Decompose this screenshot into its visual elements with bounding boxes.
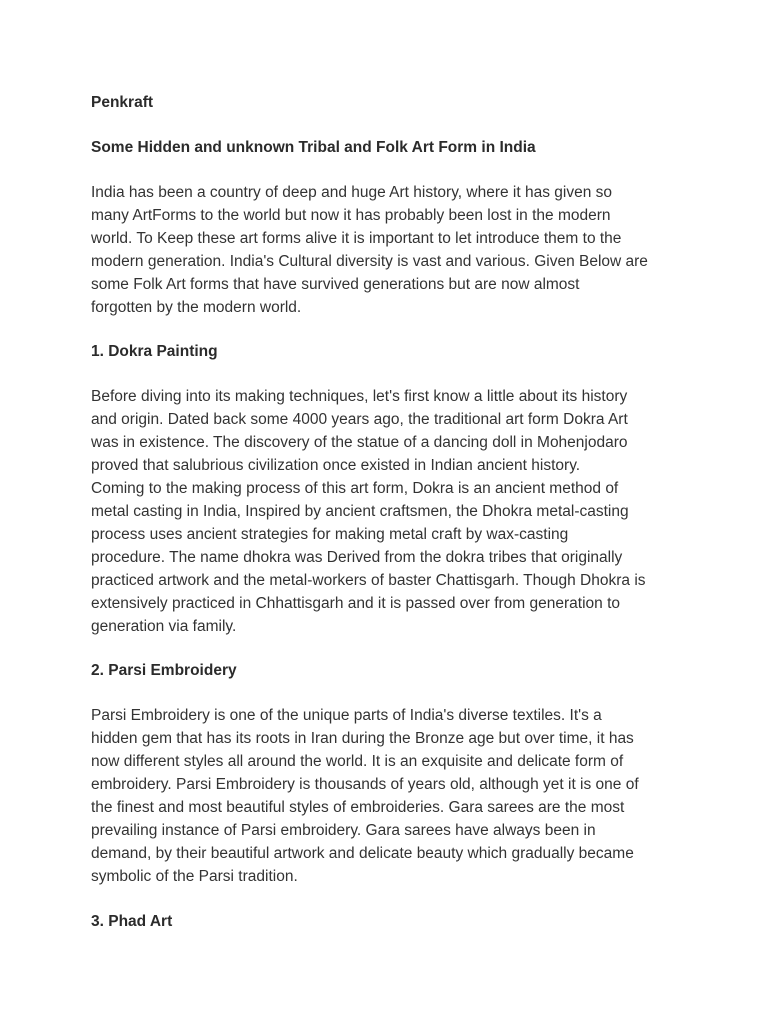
body-line: symbolic of the Parsi tradition. bbox=[91, 867, 298, 885]
section-body-parsi bbox=[91, 705, 691, 888]
document-page bbox=[91, 92, 691, 956]
body-line: Parsi Embroidery is one of the unique parts of India's diverse textiles. It's a bbox=[91, 707, 602, 725]
body-line: and origin. Dated back some 4000 years ago, the traditional art form Dokra Art bbox=[91, 411, 628, 429]
intro-line: modern generation. India's Cultural diversity is vast and various. Given Below are bbox=[91, 252, 648, 270]
brand-name: Penkraft bbox=[91, 94, 154, 111]
intro-paragraph bbox=[91, 182, 691, 319]
intro-line: some Folk Art forms that have survived generations but are now almost bbox=[91, 275, 580, 293]
body-line: proved that salubrious civilization once existed in Indian ancient history. bbox=[91, 457, 581, 475]
section-heading-dokra: 1. Dokra Painting bbox=[91, 343, 218, 361]
body-line: was in existence. The discovery of the statue of a dancing doll in Mohenjodaro bbox=[91, 434, 628, 452]
body-line: extensively practiced in Chhattisgarh and it is passed over from generation to bbox=[91, 594, 621, 612]
body-line: embroidery. Parsi Embroidery is thousands of years old, although yet it is one of bbox=[91, 776, 639, 794]
body-line: the finest and most beautiful styles of embroideries. Gara sarees are the most bbox=[91, 799, 625, 817]
body-line: demand, by their beautiful artwork and delicate beauty which gradually became bbox=[91, 844, 634, 862]
intro-line: world. To Keep these art forms alive it is important to let introduce them to the bbox=[91, 229, 622, 247]
section-body-dokra bbox=[91, 386, 691, 638]
intro-line: India has been a country of deep and huge Art history, where it has given so bbox=[91, 184, 613, 201]
section-heading-parsi: 2. Parsi Embroidery bbox=[91, 662, 237, 680]
intro-line: many ArtForms to the world but now it has probably been lost in the modern bbox=[91, 206, 611, 224]
body-line: practiced artwork and the metal-workers of baster Chattisgarh. Though Dhokra is bbox=[91, 571, 646, 589]
document-title: Some Hidden and unknown Tribal and Folk Art Form in India bbox=[91, 139, 536, 156]
section-heading-phad: 3. Phad Art bbox=[91, 912, 173, 930]
body-line: hidden gem that has its roots in Iran during the Bronze age but over time, it has bbox=[91, 730, 634, 748]
body-line: metal casting in India, Inspired by ancient craftsmen, the Dhokra metal-casting bbox=[91, 502, 629, 520]
body-line: Coming to the making process of this art form, Dokra is an ancient method of bbox=[91, 480, 619, 498]
body-line: process uses ancient strategies for making metal craft by wax-casting bbox=[91, 525, 569, 543]
body-line: prevailing instance of Parsi embroidery. Gara sarees have always been in bbox=[91, 821, 596, 839]
body-line: generation via family. bbox=[91, 617, 237, 635]
body-line: now different styles all around the world. It is an exquisite and delicate form of bbox=[91, 753, 624, 771]
intro-line: forgotten by the modern world. bbox=[91, 298, 302, 316]
body-line: procedure. The name dhokra was Derived from the dokra tribes that originally bbox=[91, 548, 623, 566]
body-line: Before diving into its making techniques, let's first know a little about its history bbox=[91, 388, 628, 406]
